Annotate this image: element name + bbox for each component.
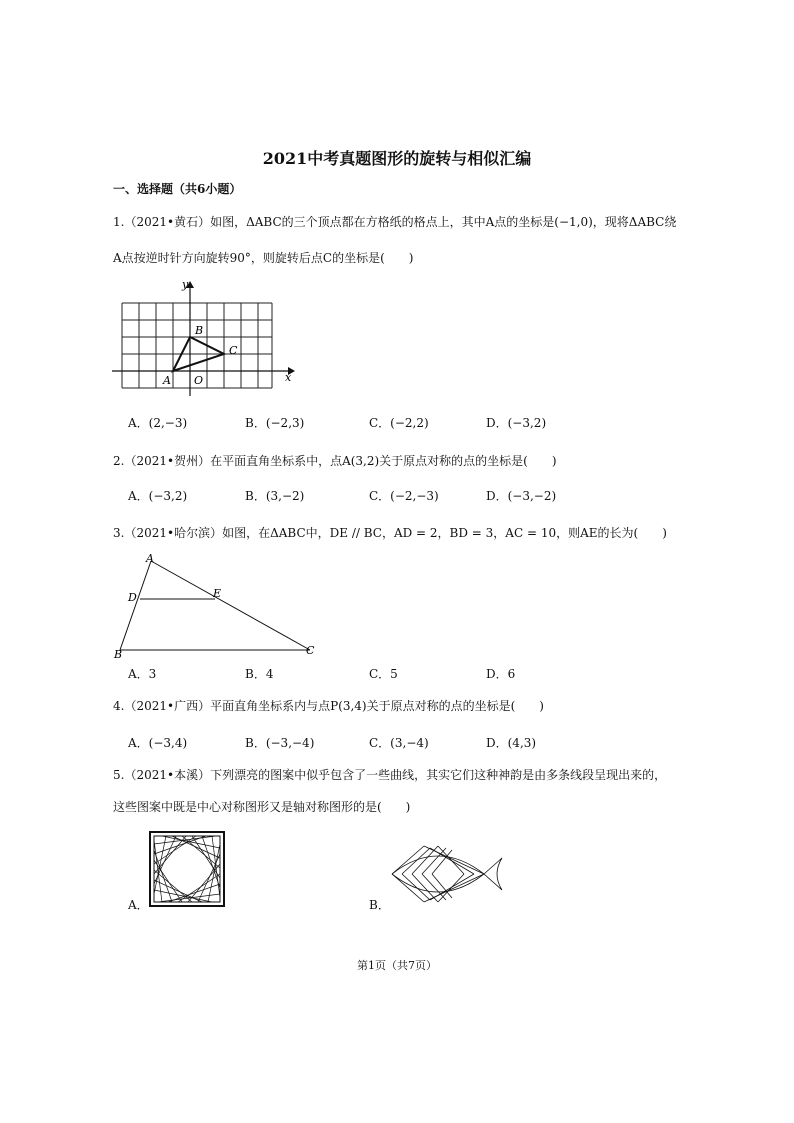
point-b-label: B — [114, 648, 123, 660]
section-heading: 一、选择题（共6小题） — [113, 182, 242, 196]
question-3-line-1: 3.（2021•哈尔滨）如图，在ΔABC中，DE // BC，AD = 2，BD = 3，AC = 10，则AE的长为( ) — [113, 526, 667, 540]
q3-option-a[interactable]: A．3 — [128, 667, 157, 681]
point-c-label: C — [229, 344, 238, 357]
point-e-label: E — [213, 587, 222, 600]
x-axis-label: x — [285, 371, 292, 384]
q4-option-b[interactable]: B．(−3,−4) — [245, 736, 315, 750]
page-title: 2021中考真题图形的旋转与相似汇编 — [262, 149, 532, 168]
q2-option-b[interactable]: B．(3,−2) — [245, 489, 305, 503]
q2-option-c[interactable]: C．(−2,−3) — [369, 489, 439, 503]
question-3-triangle-figure — [110, 550, 325, 660]
q3-option-d[interactable]: D．6 — [486, 667, 516, 681]
q5-option-a[interactable]: A． — [128, 898, 149, 912]
q4-option-d[interactable]: D．(4,3) — [486, 736, 537, 750]
q4-option-c[interactable]: C．(3,−4) — [369, 736, 429, 750]
q1-option-d[interactable]: D．(−3,2) — [486, 416, 547, 430]
pattern-b-fish-image — [388, 840, 508, 904]
point-c-label: C — [306, 644, 315, 657]
side-ac — [151, 561, 310, 650]
q3-option-c[interactable]: C．5 — [369, 667, 398, 681]
q2-option-a[interactable]: A．(−3,2) — [128, 489, 188, 503]
question-5-line-2: 这些图案中既是中心对称图形又是轴对称图形的是( ) — [113, 800, 411, 814]
question-5-line-1: 5.（2021•本溪）下列漂亮的图案中似乎包含了一些曲线，其实它们这种神韵是由多条线段呈现出来的， — [113, 768, 667, 782]
question-1-line-1: 1.（2021•黄石）如图，ΔABC的三个顶点都在方格纸的格点上，其中A点的坐标是(−1,0)，现将ΔABC绕 — [113, 215, 677, 229]
y-axis-label: y — [182, 278, 189, 291]
q1-option-b[interactable]: B．(−2,3) — [245, 416, 305, 430]
page-footer: 第1页（共7页） — [357, 959, 437, 972]
q4-option-a[interactable]: A．(−3,4) — [128, 736, 188, 750]
pattern-a-square-image — [148, 830, 226, 908]
q3-option-b[interactable]: B．4 — [245, 667, 274, 681]
question-1-grid-figure — [112, 278, 302, 398]
q2-option-d[interactable]: D．(−3,−2) — [486, 489, 557, 503]
question-4-line-1: 4.（2021•广西）平面直角坐标系内与点P(3,4)关于原点对称的点的坐标是( ) — [113, 699, 544, 713]
q5-option-b[interactable]: B． — [369, 898, 390, 912]
point-a-label: A — [146, 552, 154, 565]
origin-label: O — [194, 374, 204, 387]
question-2-line-1: 2.（2021•贺州）在平面直角坐标系中，点A(3,2)关于原点对称的点的坐标是( ) — [113, 454, 557, 468]
side-ab — [120, 561, 151, 650]
question-1-line-2: A点按逆时针方向旋转90°，则旋转后点C的坐标是( ) — [113, 251, 414, 265]
point-b-label: B — [195, 324, 204, 337]
point-d-label: D — [128, 591, 137, 604]
point-a-label: A — [163, 374, 171, 387]
q1-option-a[interactable]: A．(2,−3) — [128, 416, 188, 430]
q1-option-c[interactable]: C．(−2,2) — [369, 416, 429, 430]
